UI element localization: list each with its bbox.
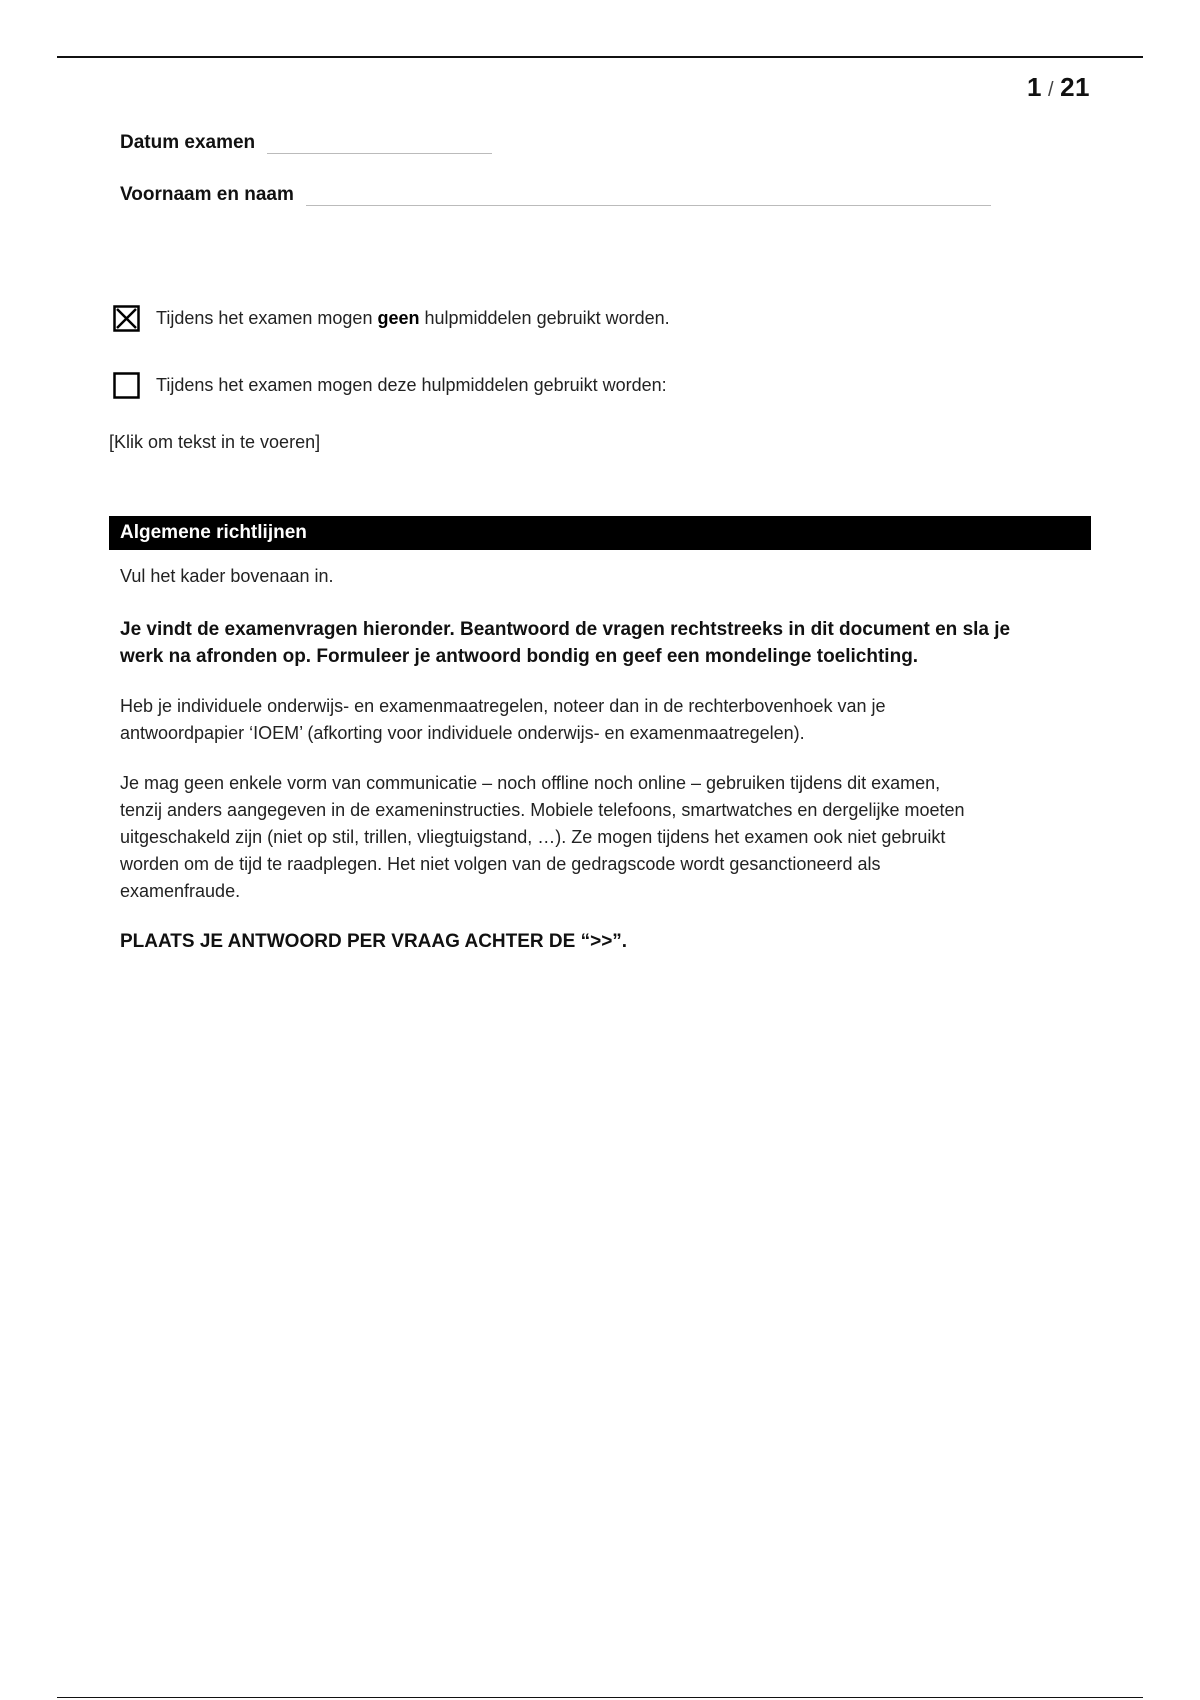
page-separator: /: [1048, 79, 1055, 101]
top-rule: [57, 56, 1143, 58]
checkbox-checked-icon[interactable]: [113, 305, 140, 332]
aids-option-none: [113, 305, 670, 332]
name-label: Voornaam en naam: [120, 184, 294, 205]
exam-date-label: Datum examen: [120, 132, 256, 153]
guideline-paragraph-2: Je vindt de examenvragen hieronder. Beantwoord de vragen rechtstreeks in dit document en sla je werk na afronden op. Formuleer je antwoord bondig en geef een mondelinge toelichting.: [120, 619, 1011, 667]
exam-date-field[interactable]: [267, 133, 492, 154]
guideline-paragraph-4: Je mag geen enkele vorm van communicatie – noch offline noch online – gebruiken tijdens dit examen, tenzij anders aangegeven in de exameninstructies. Mobiele telefoons, smartwatches en dergelijke moeten uitgeschakeld zijn (niet op stil, trillen, vliegtuigstand, …). Ze mogen tijdens het examen ook niet gebruikt worden om de tijd te raadplegen. Het niet volgen van de gedragscode wordt gesanctioneerd als examenfraude.: [120, 773, 965, 901]
aids-option-none-text-before: Tijdens het examen mogen: [156, 308, 378, 328]
aids-option-none-text-after: hulpmiddelen gebruikt worden.: [419, 308, 670, 328]
page-number: [1027, 72, 1090, 103]
name-field[interactable]: [306, 185, 991, 206]
exam-date-row: [120, 132, 492, 154]
name-row: [120, 184, 991, 206]
aids-option-none-bold: geen: [377, 308, 420, 328]
page-current: 1: [1027, 72, 1043, 102]
page-total: 21: [1060, 72, 1090, 102]
aids-option-allowed: [113, 372, 667, 399]
guideline-paragraph-5: PLAATS JE ANTWOORD PER VRAAG ACHTER DE “>>”.: [120, 931, 628, 952]
guideline-paragraph-1: Vul het kader bovenaan in.: [120, 566, 334, 586]
guideline-paragraph-3: Heb je individuele onderwijs- en examenmaatregelen, noteer dan in de rechterbovenhoek van je antwoordpapier ‘IOEM’ (afkorting voor individuele onderwijs- en examenmaatregelen).: [120, 696, 886, 743]
bottom-rule: [57, 1697, 1143, 1698]
checkbox-unchecked-icon[interactable]: [113, 372, 140, 399]
section-heading: Algemene richtlijnen: [109, 516, 1091, 550]
aids-option-allowed-label: Tijdens het examen mogen deze hulpmiddelen gebruikt worden:: [156, 375, 667, 395]
aids-option-none-label: [156, 308, 670, 329]
aids-text-placeholder[interactable]: [Klik om tekst in te voeren]: [109, 432, 321, 452]
